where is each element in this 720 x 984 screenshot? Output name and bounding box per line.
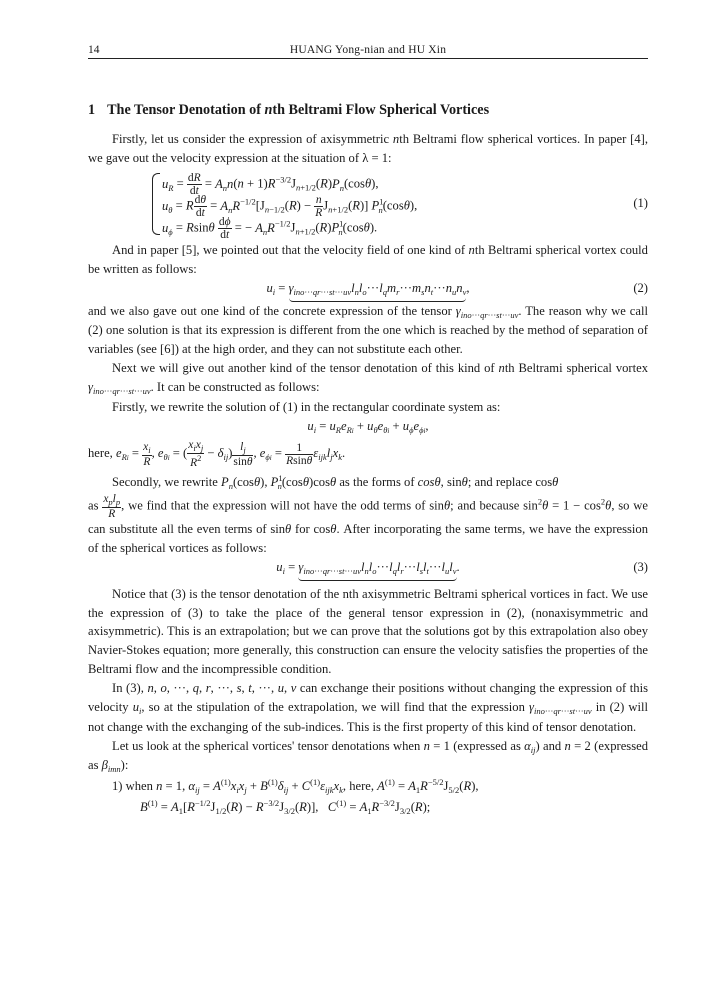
- equation-2: $u_i = \gamma_{ino\cdot\cdot\cdot qr\cdot\cdot\cdot st\cdot\cdot\cdot uv}l_nl_o\cdot\cdot\cdot l_qm_r\cdot\cdot\cdot m_sn_t\cdot\cdot\cdot n_un_v$, (2): [88, 279, 648, 302]
- paragraph-3: and we also gave out one kind of the concrete expression of the tensor $\gamma_{ino\cdot\cdot\cdot qr\cdot\cdot\cdot st\cdot\cdot\cdot uv}$. The reason why we call (2) one solution is that its expression is different from the one which is reached by the method of separation of variables (see [6]) at the high order, and they can not substitute each other.: [88, 303, 648, 357]
- page-body: [88, 100, 648, 818]
- equation-3: $u_i = \gamma_{ino\cdot\cdot\cdot qr\cdot\cdot\cdot st\cdot\cdot\cdot uv}l_nl_o\cdot\cdot\cdot l_ql_r\cdot\cdot\cdot l_sl_t\cdot\cdot\cdot l_ul_v$. (3): [88, 558, 648, 581]
- equation-1: $u_R$ = $\frac{dR}{dt}$ = $A_nn(n + 1)R^{-3/2}J_{n+1/2}(R)P_n(\cos\theta)$, $u_\theta = R$ $\frac{d\theta}{dt}$ = $A_nR^{-1/2}[J_{n-1/2}(R)$ − $\frac{n}{R}$ $J_{n+1/2}(R)$] $P^1_n(\cos\theta)$, (1) $u_\phi = Rsin\theta$ $\frac{d\phi}{dt}$ = − $A_nR^{-1/2}J_{n+1/2}(R)P^1_n(\cos\theta)$.: [88, 172, 648, 238]
- paragraph-10: Let us look at the spherical vortices' tensor denotations when n = 1 (expressed as $\alpha_{ij}$) and n = 2 (expressed as $\beta_{imn}$):: [88, 738, 648, 775]
- paragraph-9: In (3), n, o, ···, q, r, ···, s, t, ···, u, v can exchange their positions without changing the expression of this velocity $u_i$, so at the stipulation of the extrapolation, we will find that the expression $\gamma_{ino\cdot\cdot\cdot qr\cdot\cdot\cdot st\cdot\cdot\cdot uv}$ in (2) will not change with the exchanging of the sub-indices. This is the first property of this kind of tensor denotation.: [88, 681, 648, 734]
- paragraph-8: Notice that (3) is the tensor denotation of the nth axisymmetric Beltrami spherical vortices in fact. We use the expression of (3) to take the place of the general tensor expression in (2), (nonaxisymmetric and axisymmetric). This is an extrapolation; but we can prove that the solutions got by this extrapolation also obey Navier-Stokes equation; more generally, this construction can ensure the velocity satisfies the properties of the Beltrami flow and the incompressible condition.: [88, 586, 648, 677]
- equation-2-label: (2): [633, 280, 648, 295]
- section-heading: [88, 100, 648, 121]
- equation-unit-vectors: here, $e_{Ri}$ = $\frac{x_i}{R}$ , $e_{\theta i}$ = ( $\frac{x_ix_j}{R^2}$ − $\delta_{ij}$) $\frac{l_j}{\sin\theta}$ , $e_{\phi i}$ = $\frac{1}{Rsin\theta}$ $\varepsilon_{ijk}l_jx_k$.: [88, 439, 346, 470]
- paragraph-1: Firstly, let us consider the expression of axisymmetric nth Beltrami flow spherical vortices. In paper [4], we gave out the velocity expression at the situation of λ = 1:: [88, 132, 648, 166]
- paragraph-5: Firstly, we rewrite the solution of (1) in the rectangular coordinate system as:: [112, 399, 501, 414]
- paragraph-7: as $\frac{x_pl_p}{R}$ , we find that the expression will not have the odd terms of sinθ; and because $\sin^2\theta = 1 - \cos^2\theta$, so we can substitute all the even terms of sinθ for cosθ. After incorporating the same terms, we have the expression of the spherical vortices as follows:: [88, 493, 648, 556]
- running-header: [88, 42, 648, 59]
- equation-1-label: (1): [633, 196, 648, 211]
- equation-case-1b: $B^{(1)} = A_1[R^{-1/2}J_{1/2}(R) - R^{-3/2}J_{3/2}(R)]$, $C^{(1)} = A_1R^{-3/2}J_{3/2}(R)$;: [140, 797, 431, 816]
- paragraph-4: Next we will give out another kind of the tensor denotation of this kind of nth Beltrami spherical vortex $\gamma_{ino\cdot\cdot\cdot qr\cdot\cdot\cdot st\cdot\cdot\cdot uv}$. It can be constructed as follows:: [88, 361, 648, 397]
- page-number: 14: [88, 44, 100, 56]
- paragraph-2: And in paper [5], we pointed out that the velocity field of one kind of nth Beltrami spherical vortex could be written as follows:: [88, 243, 648, 276]
- header-authors: HUANG Yong-nian and HU Xin: [289, 44, 447, 56]
- section-title: The Tensor Denotation of nth Beltrami Flow Spherical Vortices: [107, 102, 490, 118]
- section-number: 1: [88, 102, 96, 118]
- equation-rect: $u_i = u_Re_{Ri} + u_\theta e_{\theta i} + u_\phi e_{\phi i}$,: [307, 418, 429, 435]
- equation-case-1a: 1) when n = 1, $\alpha_{ij} = A^{(1)}x_ix_j + B^{(1)}\delta_{ij} + C^{(1)}\varepsilon_{ijk}x_k$, here, $A^{(1)} = A_1R^{-5/2}J_{5/2}(R)$,: [112, 777, 479, 796]
- equation-3-label: (3): [633, 559, 648, 574]
- paragraph-6: Secondly, we rewrite $P_n(\cos\theta)$, $P^1_n(\cos\theta)\cos\theta$ as the forms of cosθ, sinθ; and replace cosθ: [112, 473, 559, 492]
